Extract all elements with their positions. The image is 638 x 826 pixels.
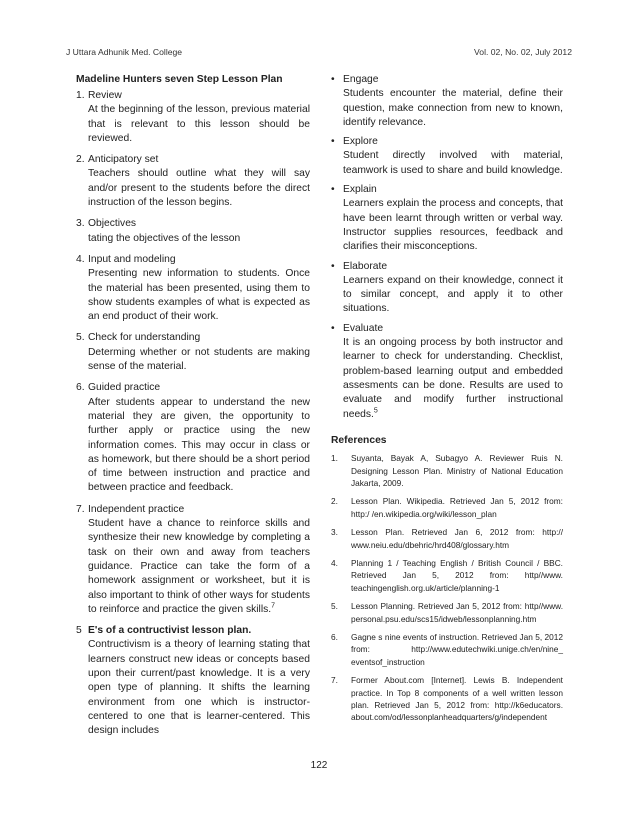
step-number: 1. xyxy=(76,90,85,101)
reference-text: Lesson Plan. Wikipedia. Retrieved Jan 5, 2012 from: http:/ /en.wikipedia.org/wiki/lesson_plan xyxy=(351,496,563,519)
step-title: Check for understanding xyxy=(88,332,201,344)
step-number: 2. xyxy=(76,154,85,166)
bullet-item xyxy=(331,260,563,317)
step-number: 5. xyxy=(76,332,85,344)
reference-text: Planning 1 / Teaching English / British Council / BBC. Retrieved Jan 5, 2012 from: http//www. teachingenglish.org.uk/article/planning-1 xyxy=(351,557,563,593)
page-number: 122 xyxy=(310,760,328,771)
step-title: Guided practice xyxy=(88,382,161,394)
reference-text: Lesson Plan. Retrieved Jan 6, 2012 from: http:// www.neiu.edu/dbehric/hrd408/glossary.htm xyxy=(351,527,563,550)
step-description: Teachers should outline what they will say and/or present to the students before the direct instruction of the lesson begins. xyxy=(88,168,310,209)
section-title-hunter: Madeline Hunters seven Step Lesson Plan xyxy=(76,74,283,85)
reference-text: Former About.com [Internet]. Lewis B. Independent practice. In Top 8 components of a well written lesson plan. Retrieved Jan 5, 2012 from: http://k6educators. about.com/od/lessonplanheadquarters/g/independent xyxy=(351,675,563,723)
step-title: Review xyxy=(88,90,122,101)
step-title: Input and modeling xyxy=(88,253,176,265)
step-description-text: Student have a chance to reinforce skills and synthesize their new knowledge by completing a task on their own and away from teachers guidance. Practice can take the form of a homework assignment or worksheet, but it is also important to think of other ways for students to reinforce and practice the given skills. xyxy=(88,518,310,615)
bullet-item xyxy=(331,183,563,254)
step-description: Determing whether or not students are making sense of the material. xyxy=(88,346,310,373)
bullet-title: Explore xyxy=(343,136,378,148)
citation-marker: 5 xyxy=(373,407,378,415)
reference-number: 4. xyxy=(331,557,338,568)
section-5es xyxy=(76,624,310,738)
step-description xyxy=(88,517,310,617)
reference-number: 2. xyxy=(331,496,338,507)
step-item xyxy=(76,253,310,324)
step-description: Presenting new information to students. Once the material has been presented, using them to show students examples of what is expected as an end product of their work. xyxy=(88,268,310,323)
reference-number: 7. xyxy=(331,675,338,686)
reference-item xyxy=(331,557,563,594)
bullet-mark: • xyxy=(331,260,335,272)
citation-marker: 7 xyxy=(271,602,276,610)
reference-item xyxy=(331,452,563,489)
step-item xyxy=(76,503,310,617)
reference-item xyxy=(331,674,563,724)
reference-text: Gagne s nine events of instruction. Retrieved Jan 5, 2012 from: http://www.edutechwiki.unige.ch/en/nine_ eventsof_instruction xyxy=(351,632,563,667)
reference-number: 1. xyxy=(331,453,338,464)
bullet-item xyxy=(331,322,563,422)
bullet-description: Students encounter the material, define their question, make connection from new to known, identify relevance. xyxy=(343,88,563,128)
bullet-item xyxy=(331,135,563,178)
references-heading: References xyxy=(331,434,387,446)
step-item xyxy=(76,331,310,374)
bullet-title: Explain xyxy=(343,184,377,196)
step-item xyxy=(76,381,310,495)
reference-item xyxy=(331,495,563,520)
step-number: 3. xyxy=(76,218,85,230)
reference-item xyxy=(331,526,563,551)
reference-number: 3. xyxy=(331,527,338,538)
section-title-5es: E's of a contructivist lesson plan. xyxy=(88,625,252,637)
step-number: 7. xyxy=(76,503,85,515)
reference-text: Lesson Planning. Retrieved Jan 5, 2012 from: http//www. personal.psu.edu/scs15/idweb/lessonplanning.htm xyxy=(351,601,563,624)
reference-text: Suyanta, Bayak A, Subagyo A. Reviewer Ruis N. Designing Lesson Plan. Ministry of National Education Jakarta, 2009. xyxy=(351,453,563,488)
step-title: Anticipatory set xyxy=(88,154,159,166)
reference-number: 5. xyxy=(331,601,338,612)
step-description: After students appear to understand the new material they are given, the opportunity to further apply or practice using the new information comes. This may occur in class or as homework, but there should be a short period of time between instruction and practice and between practice and feedback. xyxy=(88,396,310,494)
step-description: At the beginning of the lesson, previous material that is relevant to this lesson should be reviewed. xyxy=(88,104,310,144)
bullet-title: Elaborate xyxy=(343,260,388,272)
bullet-description xyxy=(343,336,563,422)
bullet-item xyxy=(331,73,563,130)
step-title: Independent practice xyxy=(88,503,185,515)
reference-item xyxy=(331,631,563,668)
running-header-volume: Vol. 02, No. 02, July 2012 xyxy=(474,47,572,57)
bullet-mark: • xyxy=(331,184,335,196)
step-title: Objectives xyxy=(88,218,137,230)
step-description: tating the objectives of the lesson xyxy=(88,232,241,244)
step-item xyxy=(76,153,310,210)
bullet-mark: • xyxy=(331,322,335,334)
bullet-description-text: It is an ongoing process by both instructor and learner to check for understanding. Checklist, problem-based learning output and embedded assesments can be done. Results are used to evaluate and modify further instructional needs. xyxy=(343,337,563,420)
reference-number: 6. xyxy=(331,632,338,642)
bullet-mark: • xyxy=(331,136,335,148)
section-number: 5 xyxy=(76,625,82,637)
bullet-description: Learners explain the process and concepts, that have been learnt through written or verbal way. Instructor supplies resources, feedback and clarifies their misconceptions. xyxy=(343,198,563,253)
step-number: 4. xyxy=(76,253,85,265)
left-column xyxy=(76,73,310,745)
step-item xyxy=(76,89,310,146)
right-column xyxy=(331,73,563,730)
reference-item xyxy=(331,600,563,625)
bullet-title: Engage xyxy=(343,74,379,85)
section-description: Contructivism is a theory of learning stating that learners construct new ideas or concepts based upon their current/past knowledge. It is a very open type of planning. It shifts the learning environment from one which is instructor-centered to one that is learner-centered. This design includes xyxy=(88,639,310,737)
bullet-mark: • xyxy=(331,74,335,85)
bullet-description: Learners expand on their knowledge, connect it to similar concept, and apply it to other situations. xyxy=(343,274,563,315)
step-item xyxy=(76,217,310,246)
bullet-title: Evaluate xyxy=(343,322,384,334)
bullet-description: Student directly involved with material, teamwork is used to share and build knowledge. xyxy=(343,150,563,176)
running-header-journal: J Uttara Adhunik Med. College xyxy=(66,47,183,57)
step-number: 6. xyxy=(76,382,85,394)
